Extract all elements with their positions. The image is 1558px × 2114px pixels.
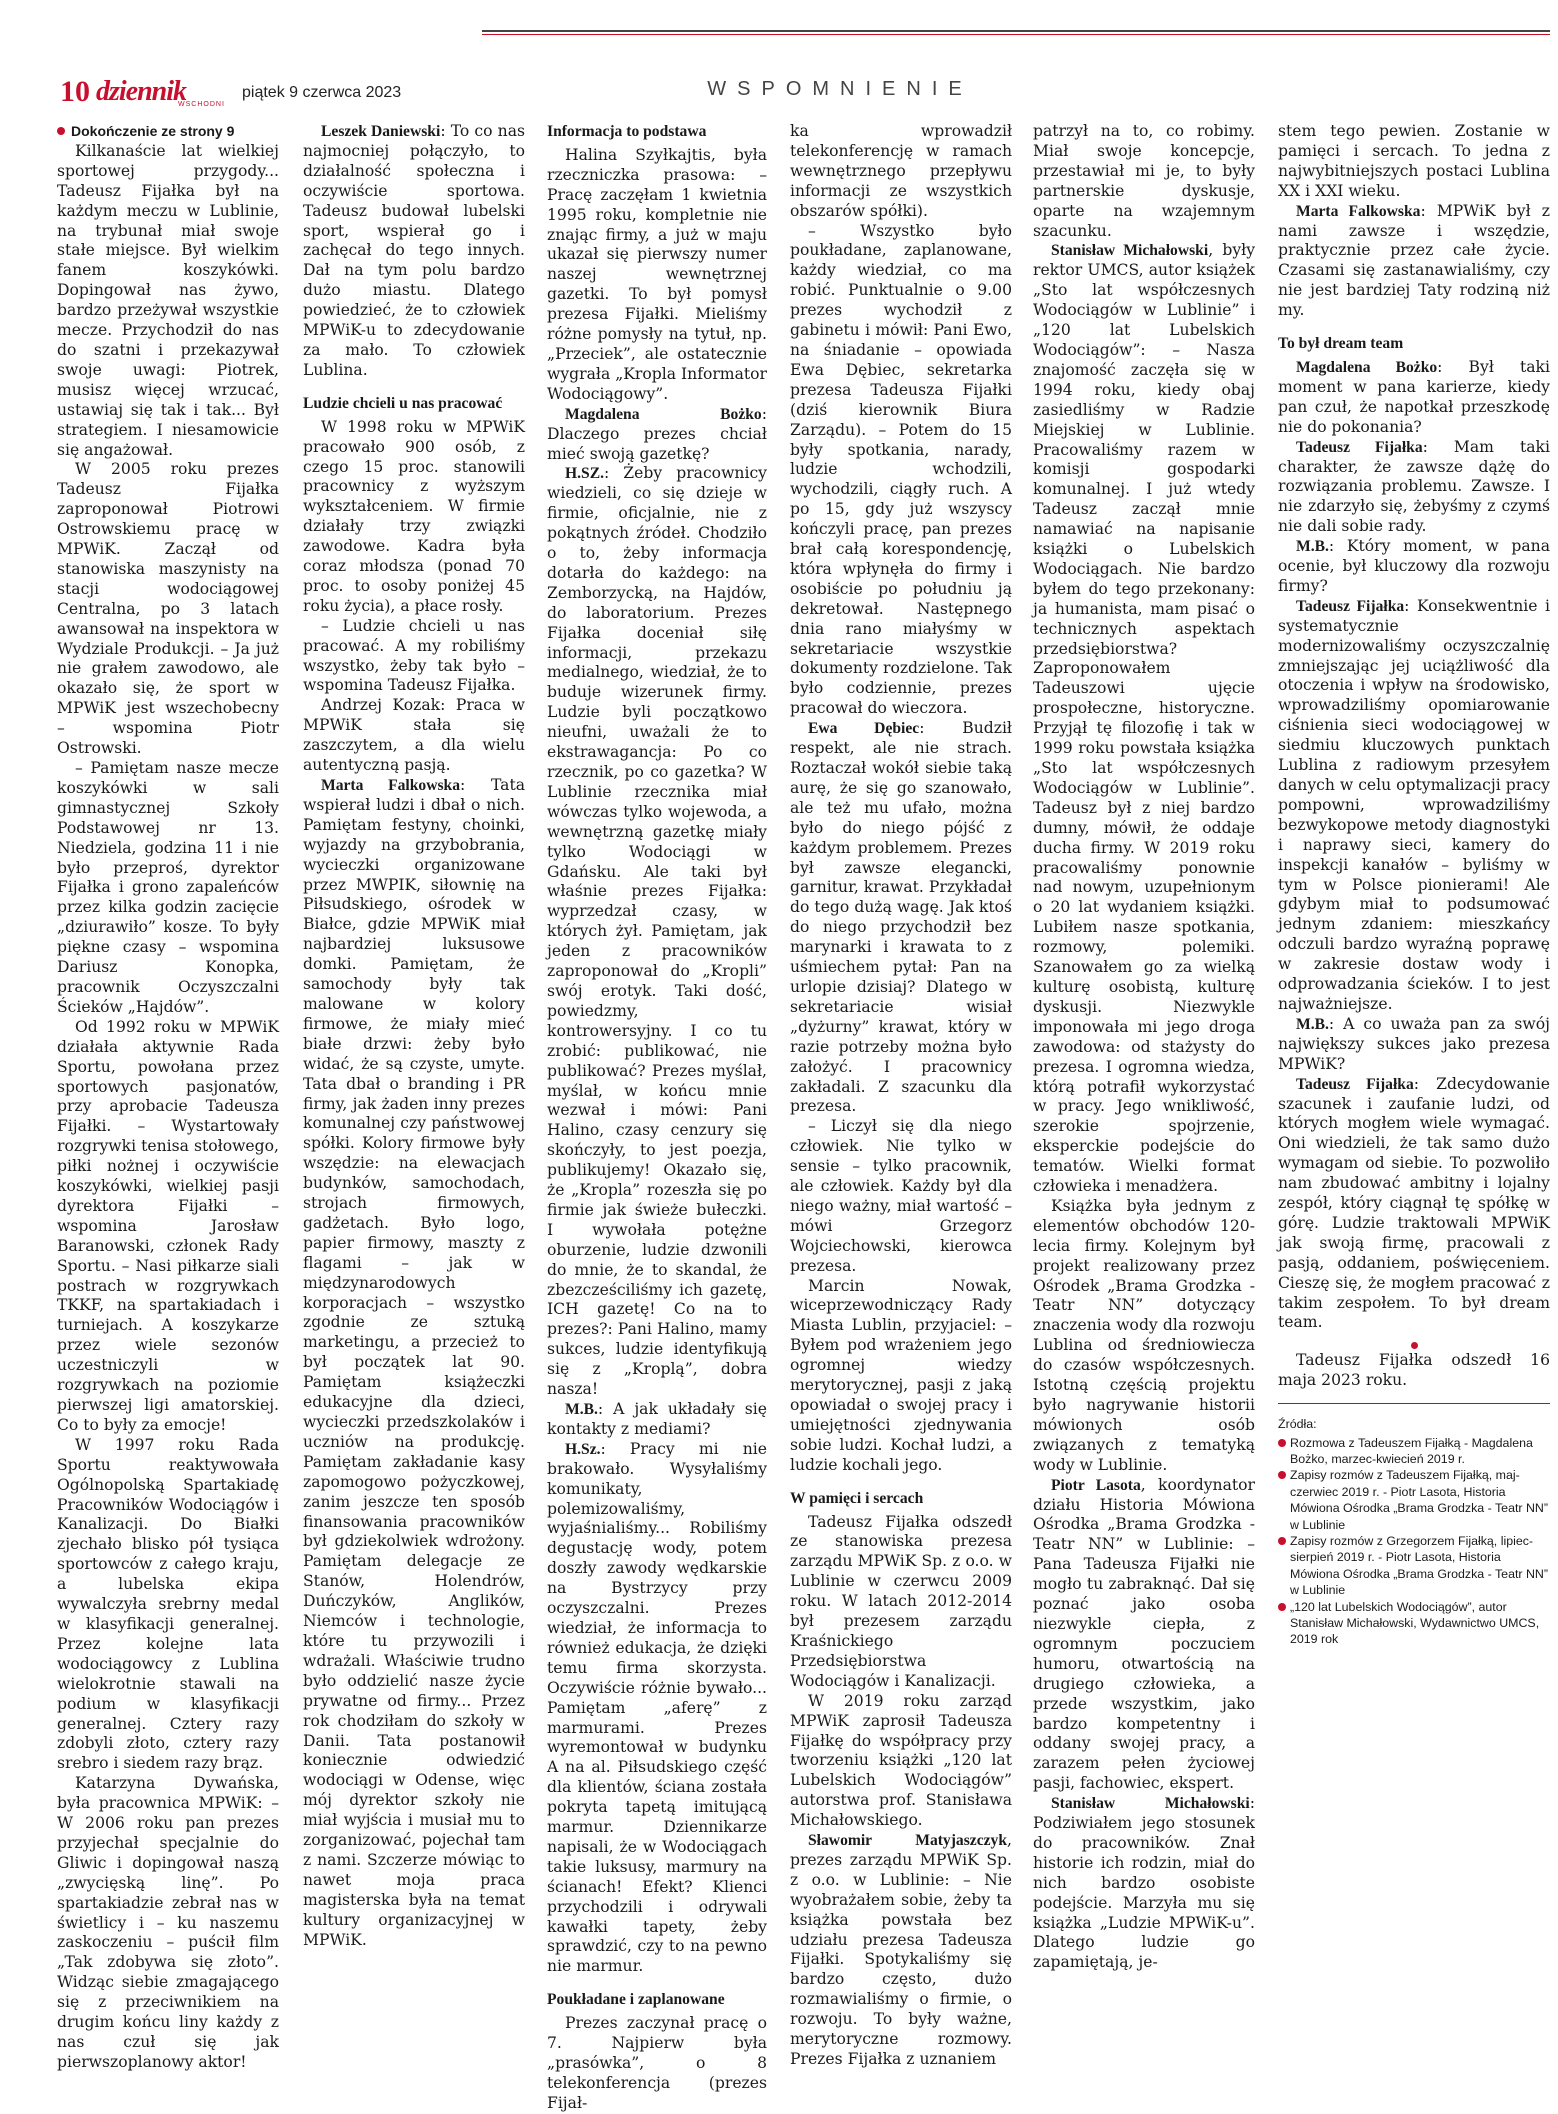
- paragraph: stem tego pewien. Zostanie w pamięci i sercach. To jedna z najwybitniejszych postaci Lublina XX i XXI wieku.: [1278, 122, 1550, 200]
- paragraph: M.B.: A jak układały się kontakty z mediami?: [547, 1400, 767, 1438]
- subheading: Informacja to podstawa: [547, 123, 707, 140]
- red-dot-icon: [1411, 1342, 1418, 1349]
- speaker-name: Tadeusz Fijałka: [1296, 1075, 1414, 1093]
- paragraph: ka wprowadził telekonferencję w ramach wewnętrznego przepływu informacji ze wszystkich obszarów spółki).: [790, 122, 1012, 220]
- paragraph: Tadeusz Fijałka odszedł ze stanowiska prezesa zarządu MPWiK Sp. z o.o. w Lublinie w czerwcu 2009 roku. W latach 2012-2014 był prezesem zarządu Kraśnickiego Przedsiębiorstwa Wodociągów i Kanalizacji.: [790, 1512, 1012, 1690]
- newspaper-logo: dziennik: [96, 76, 187, 107]
- paragraph: Tadeusz Fijałka: Konsekwentnie i systematycznie modernizowaliśmy oczyszczalnię zmniejszając jej uciążliwość dla otoczenia i wpływ na środowisko, wprowadziliśmy opomiarowanie ciśnienia sieci wodociągowej w siedmiu kluczowych punktach Lublina z radiowym przesyłem danych w celu optymalizacji pracy pompowni, wprowadziliśmy bezwykopowe metody diagnostyki i naprawy sieci, kamery do inspekcji kanałów – byliśmy w tym w Polsce pionierami! Ale gdybym miał to podsumować jednym zdaniem: mieszkańcy odczuli bardzo wyraźną poprawę w zakresie dostaw wody i odprowadzania ścieków. I to jest najważniejsze.: [1278, 596, 1550, 1013]
- speaker-name: Tadeusz Fijałka: [1296, 438, 1423, 456]
- paragraph: W 1998 roku w MPWiK pracowało 900 osób, z czego 15 proc. stanowili pracownicy z wyższym wykształceniem. W firmie działały trzy związki zawodowe. Kadra była coraz młodsza (ponad 70 proc. to osoby poniżej 45 roku życia), a płace rosły.: [303, 417, 525, 615]
- speaker-name: Ewa Dębiec: [808, 720, 920, 738]
- red-bullet-icon: [1278, 1603, 1286, 1611]
- paragraph: Tadeusz Fijałka: Zdecydowanie szacunek i zaufanie ludzi, od których mogłem wiele wymagać. Oni wiedzieli, że tak samo dużo wymagam od siebie. To pozwoliło nam zbudować ambitny i lojalny zespół, który ciągnął tę spółkę w górę. Ludzie traktowali MPWiK jak swoją firmę, pracowali z pasją, oddaniem, poświęceniem. Cieszę się, że mogłem pracować z takim zespołem. To był dream team.: [1278, 1074, 1550, 1332]
- paragraph: W 1997 roku Rada Sportu reaktywowała Ogólnopolską Spartakiadę Pracowników Wodociągów i Kanalizacji. Do Białki zjechało blisko pół tysiąca sportowców z całego kraju, a lubelska ekipa wywalczyła srebrny medal w klasyfikacji generalnej. Przez kolejne lata wodociągowcy z Lublina wielokrotnie stawali na podium w klasyfikacji generalnej. Cztery razy zdobyli złoto, cztery razy srebro i siedem razy brąz.: [57, 1435, 279, 1773]
- paragraph: Stanisław Michałowski: Podziwiałem jego stosunek do pracowników. Znał historie ich rodzin, miał do nich bardzo osobiste podejście. Marzyła mu się książka „Ludzie MPWiK-u”. Dlatego ludzie go zapamiętają, je-: [1033, 1794, 1255, 1972]
- sources-title: Źródła:: [1278, 1417, 1317, 1432]
- source-item: Zapisy rozmów z Tadeuszem Fijałką, maj-czerwiec 2019 r. - Piotr Lasota, Historia Mówiona Ośrodka „Brama Grodzka - Teatr NN” w Lublinie: [1278, 1467, 1550, 1533]
- article-column-2: [303, 122, 526, 1949]
- paragraph: patrzył na to, co robimy. Miał swoje koncepcje, przestawiał mi je, to były partnerskie dyskusje, oparte na wzajemnym szacunku.: [1033, 122, 1255, 240]
- source-item: Rozmowa z Tadeuszem Fijałką - Magdalena Bożko, marzec-kwiecień 2019 r.: [1278, 1435, 1550, 1468]
- speaker-name: Stanisław Michałowski: [1051, 242, 1209, 260]
- paragraph: Marta Falkowska: Tata wspierał ludzi i dbał o nich. Pamiętam festyny, choinki, wyjazdy na grzybobrania, wycieczki organizowane przez MWPIK, siłownię na Piłsudskiego, ośrodek w Białce, gdzie MPWiK miał najbardziej luksusowe domki. Pamiętam, że samochody były tak malowane w kolory firmowe, że miały mieć białe drzwi: żeby było widać, że są czyste, umyte. Tata dbał o branding i PR firmy, jak żaden inny prezes komunalnej czy państwowej spółki. Kolory firmowe były wszędzie: na elewacjach budynków, samochodach, strojach firmowych, gadżetach. Było logo, papier firmowy, maszty z flagami – jak w międzynarodowych korporacjach – wszystko zgodnie ze sztuką marketingu, a przecież to był początek lat 90. Pamiętam książeczki edukacyjne dla dzieci, wycieczki przedszkolaków i uczniów na produkcję. Pamiętam zakładanie kasy zapomogowo pożyczkowej, zanim jeszcze ten sposób finansowania pracowników był gdziekolwiek wdrożony. Pamiętam delegacje ze Stanów, Holendrów, Duńczyków, Anglików, Niemców i technologie, które tu przywozili i wdrażali. Właściwie trudno było oddzielić nasze życie prywatne od firmy... Przez rok chodziłam do szkoły w Danii. Tata postanowił koniecznie odwiedzić wodociągi w Odense, więc mój dyrektor szkoły nie miał wyjścia i musiał mu to zorganizować, pojechał tam z nami. Szczerze mówiąc to nawet moja praca magisterska była na temat kultury organizacyjnej w MPWiK.: [303, 776, 526, 1949]
- paragraph: – Pamiętam nasze mecze koszykówki w sali gimnastycznej Szkoły Podstawowej nr 13. Niedziela, godzina 11 i nie było przeproś, dyrektor Fijałka i grono zapaleńców przez kilka godzin zacięcie „dziurawiło” kosze. To były piękne czasy – wspomina Dariusz Konopka, pracownik Oczyszczalni Ścieków „Hajdów”.: [57, 759, 279, 1016]
- source-item: „120 lat Lubelskich Wodociągów”, autor Stanisław Michałowski, Wydawnictwo UMCS, 2019 rok: [1278, 1599, 1550, 1648]
- paragraph: Książka była jednym z elementów obchodów 120-lecia firmy. Kolejnym był projekt realizowany przez Ośrodek „Brama Grodzka - Teatr NN” dotyczący znaczenia wody dla rozwoju Lublina od średniowiecza do czasów współczesnych. Istotną częścią projektu było nagrywanie historii mówionych osób związanych z tematyką wody w Lublinie.: [1033, 1196, 1255, 1474]
- sources-box: [1278, 1416, 1550, 1648]
- paragraph: Leszek Daniewski: To co nas najmocniej połączyło, to działalność społeczna i oczywiście sportowa. Tadeusz budował lubelski sport, wspierał go i zachęcał do tego innych. Dał na tym polu bardzo dużo miastu. Dlatego powiedzieć, że to człowiek MPWiK-u to zdecydowanie za mało. To człowiek Lublina.: [303, 122, 526, 379]
- paragraph: Od 1992 roku w MPWiK działała aktywnie Rada Sportu, powołana przez sportowych pasjonatów, przy aprobacie Tadeusza Fijałki. – Wystartowały rozgrywki tenisa stołowego, piłki nożnej i oczywiście koszykówki, wielkiej pasji dyrektora Fijałki – wspomina Jarosław Baranowski, członek Rady Sportu. – Nasi piłkarze siali postrach w rozgrywkach TKKF, na spartakiadach i turniejach. A koszykarze przez wiele sezonów uczestniczyli w rozgrywkach na poziomie pierwszej ligi amatorskiej. Co to były za emocje!: [57, 1017, 279, 1434]
- paragraph: M.B.: A co uważa pan za swój największy sukces jako prezesa MPWiK?: [1278, 1014, 1550, 1073]
- header-rule: [482, 30, 1550, 32]
- page-header: [60, 76, 1550, 112]
- speaker-name: H.SZ.: [565, 465, 604, 483]
- speaker-name: Magdalena Bożko: [1296, 358, 1438, 376]
- paragraph: H.Sz.: Pracy mi nie brakowało. Wysyłaliśmy komunikaty, polemizowaliśmy, wyjaśnialiśmy... Robiliśmy degustację wody, potem doszły zawody wędkarskie na Bystrzycy przy oczyszczalni. Prezes wiedział, że informacja to również edukacja, że dzięki temu firma skorzysta. Oczywiście różnie bywało... Pamiętam „aferę” z marmurami. Prezes wyremontował w budynku A na al. Piłsudskiego część dla klientów, ściana została pokryta tapetą imitującą marmur. Dziennikarze napisali, że w Wodociągach takie luksusy, marmury na ścianach! Efekt? Klienci przychodzili i odrywali kawałki tapety, żeby sprawdzić, czy to na pewno nie marmur.: [547, 1439, 767, 1976]
- paragraph: W 2019 roku zarząd MPWiK zaprosił Tadeusza Fijałkę do współpracy przy tworzeniu książki „120 lat Lubelskich Wodociągów” autorstwa prof. Stanisława Michałowskiego.: [790, 1691, 1012, 1830]
- paragraph: Marcin Nowak, wiceprzewodniczący Rady Miasta Lublin, przyjaciel: – Byłem pod wrażeniem jego ogromnej wiedzy merytorycznej, pasji z jaką opowiadał o swojej pracy i umiejętności zjednywania sobie ludzi. Kochał ludzi, a ludzie kochali jego.: [790, 1276, 1012, 1474]
- subheading: To był dream team: [1278, 335, 1404, 353]
- speaker-name: Tadeusz Fijałka: [1296, 597, 1405, 615]
- issue-date: piątek 9 czerwca 2023: [242, 84, 402, 101]
- paragraph: Piotr Lasota, koordynator działu Historia Mówiona Ośrodka „Brama Grodzka - Teatr NN” w Lublinie: – Pana Tadeusza Fijałki nie mogło tu zabraknąć. Dał się poznać jako osoba niezwykle ciepła, z ogromnym poczuciem humoru, otwartością na drugiego człowieka, a przede wszystkim, jako bardzo kompetentny i oddany swojej pracy, a zarazem pełen życiowej pasji, fachowiec, ekspert.: [1033, 1475, 1255, 1793]
- speaker-name: Magdalena Bożko: [565, 405, 762, 423]
- paragraph: H.SZ.: Żeby pracownicy wiedzieli, co się dzieje w firmie, oficjalnie, nie z pokątnych źródeł. Chodziło o to, żeby informacja dotarła do każdego: na Zemborzycką, na Hajdów, do laboratorium. Prezes Fijałka doceniał siłę informacji, przekazu medialnego, wiedział, że to buduje wizerunek firmy. Ludzie byli początkowo nieufni, uważali że to ekstrawagancja: Po co rzecznik, po co gazetka? W Lublinie rzecznika miał wówczas tylko wojewoda, a wewnętrzną gazetkę miały tylko Wodociągi w Gdańsku. Ale taki był właśnie prezes Fijałka: wyprzedzał czasy, w których żył. Pamiętam, jak jeden z pracowników zaproponował do „Kropli” swój erotyk. Taki dość, powiedzmy, kontrowersyjny. I co tu zrobić: publikować, nie publikować? Prezes myślał, myślał, w końcu mnie wezwał i mówi: Pani Halino, czasy cenzury się skończyły, to jest poezja, publikujemy! Okazało się, że „Kropla” rozeszła się po firmie jak świeże bułeczki. I wywołała potężne oburzenie, ludzie dzwonili do mnie, że to skandal, że zbezcześciliśmy ich gazetę, ICH gazetę! Co na to prezes?: Pani Halino, mamy sukces, ludzie identyfikują się z „Kroplą”, dobra nasza!: [547, 464, 767, 1399]
- red-bullet-icon: [1278, 1471, 1286, 1479]
- newspaper-logo-subtitle: WSCHODNI: [178, 101, 225, 108]
- red-dot-icon: [57, 127, 65, 135]
- page-number: 10: [60, 75, 90, 108]
- article-end-mark: [1278, 1335, 1550, 1347]
- article-column-4: [790, 122, 1012, 2068]
- sources-divider: [1278, 1403, 1550, 1404]
- paragraph: Tadeusz Fijałka: Mam taki charakter, że zawsze dążę do rozwiązania problemu. Zawsze. I nie zdarzyło się, żebyśmy z czymś nie dali sobie rady.: [1278, 437, 1550, 536]
- speaker-name: M.B.: [565, 1401, 598, 1418]
- paragraph: Magdalena Bożko: Dlaczego prezes chciał mieć swoją gazetkę?: [547, 404, 767, 463]
- red-bullet-icon: [1278, 1537, 1286, 1545]
- subheading: Ludzie chcieli u nas pracować: [303, 394, 503, 412]
- red-bullet-icon: [1278, 1439, 1286, 1447]
- paragraph: Andrzej Kozak: Praca w MPWiK stała się zaszczytem, a dla wielu autentyczną pasją.: [303, 696, 525, 775]
- speaker-name: H.Sz.: [565, 1440, 601, 1458]
- paragraph: Magdalena Bożko: Był taki moment w pana karierze, kiedy pan czuł, że napotkał przeszkodę nie do pokonania?: [1278, 357, 1550, 436]
- closing-note: Tadeusz Fijałka odszedł 16 maja 2023 roku.: [1278, 1351, 1550, 1390]
- speaker-name: Leszek Daniewski: [321, 123, 441, 140]
- source-item: Zapisy rozmów z Grzegorzem Fijałką, lipiec-sierpień 2019 r. - Piotr Lasota, Historia Mówiona Ośrodka „Brama Grodzka - Teatr NN” w Lublinie: [1278, 1533, 1550, 1599]
- section-label: WSPOMNIENIE: [707, 78, 973, 100]
- paragraph: W 2005 roku prezes Tadeusz Fijałka zaproponował Piotrowi Ostrowskiemu pracę w MPWiK. Zaczął od stanowiska maszynisty na stacji wodociągowej Centralna, po 3 latach awansował na inspektora w Wydziale Produkcji. – Ja już nie grałem zawodowo, ale okazało się, że sport w MPWiK jest wszechobecny – wspomina Piotr Ostrowski.: [57, 460, 279, 758]
- subheading: Poukładane i zaplanowane: [547, 1991, 725, 2009]
- speaker-name: Stanisław Michałowski: [1051, 1795, 1250, 1813]
- paragraph: Stanisław Michałowski, były rektor UMCS, autor książek „Sto lat współczesnych Wodociągów w Lublinie” i „120 lat Lubelskich Wodociągów”: – Nasza znajomość zaczęła się w 1994 roku, kiedy obaj zasiedliśmy w Radzie Miejskiej w Lublinie. Pracowaliśmy razem w komisji gospodarki komunalnej. I już wtedy Tadeusz zaczął mnie namawiać na napisanie książki o Lubelskich Wodociągach. Nie bardzo byłem do tego przekonany: ja humanista, mam pisać o technicznych aspektach przedsiębiorstwa? Zaproponowałem Tadeuszowi ujęcie prospołeczne, historyczne. Przyjął tę filozofię i tak w 1999 roku powstała książka „Sto lat współczesnych Wodociągów w Lublinie”. Tadeusz był z niej bardzo dumny, mówił, że oddaje ducha firmy. W 2019 roku pracowaliśmy ponownie nad nowym, uzupełnionym o 20 lat wydaniem książki. Lubiłem nasze spotkania, rozmowy, polemiki. Szanowałem go za wielką kulturę osobistą, kulturę dyskusji. Niezwykle imponowała mi jego droga zawodowa: od stażysty do prezesa. I ogromna wiedza, którą potrafił wykorzystać w pracy. Jego wnikliwość, szerokie spojrzenie, eksperckie podejście do tematów. Wielki format człowieka i menadżera.: [1033, 241, 1256, 1196]
- paragraph: Marta Falkowska: MPWiK był z nami zawsze i wszędzie, praktycznie przez całe życie. Czasami się zastanawialiśmy, czy nie jest bardziej Taty rodziną niż my.: [1278, 201, 1551, 320]
- paragraph: – Ludzie chcieli u nas pracować. A my robiliśmy wszystko, żeby tak było – wspomina Tadeusz Fijałka.: [303, 616, 525, 695]
- paragraph: – Wszystko było poukładane, zaplanowane, każdy wiedział, co ma robić. Punktualnie o 9.00 prezes wychodził z gabinetu i mówił: Pani Ewo, na śniadanie – opowiada Ewa Dębiec, sekretarka prezesa Tadeusza Fijałki (dziś kierownik Biura Zarządu). – Potem do 15 były spotkania, narady, ludzie wchodzili, wychodzili, ciągły ruch. A po 15, gdy już wszyscy kończyli pracę, pan prezes brał całą korespondencję, która wpłynęła do firmy i osobiście po południu ją dekretował. Następnego dnia rano miałyśmy w sekretariacie wszystkie dokumenty rozdzielone. Tak było codziennie, prezes pracował do wieczora.: [790, 221, 1012, 718]
- paragraph: Kilkanaście lat wielkiej sportowej przygody... Tadeusz Fijałka był na każdym meczu w Lublinie, na trybunał miał swoje stałe miejsce. Był wielkim fanem koszykówki. Dopingował nas żywo, bardzo przeżywał wszystkie mecze. Przychodził do nas do szatni i przekazywał swoje uwagi: Piotrek, musisz więcej wrzucać, ustawiaj się tak i tak... Był strategiem. I niesamowicie się angażował.: [57, 141, 279, 459]
- article-column-5: [1033, 122, 1256, 1972]
- speaker-name: Piotr Lasota: [1051, 1476, 1141, 1494]
- header-rule-accent: [482, 34, 1550, 35]
- speaker-name: M.B.: [1296, 1015, 1329, 1033]
- article-column-6: [1278, 122, 1550, 1922]
- paragraph: Sławomir Matyjaszczyk, prezes zarządu MPWiK Sp. z o.o. w Lublinie: – Nie wyobrażałem sobie, żeby ta książka powstała bez udziału prezesa Tadeusza Fijałki. Spotykaliśmy się bardzo często, dużo rozmawialiśmy o firmie, o rozwoju. To były ważne, merytoryczne rozmowy. Prezes Fijałka z uznaniem: [790, 1831, 1012, 2068]
- continued-from-marker: Dokończenie ze strony 9: [57, 122, 279, 142]
- paragraph: Prezes zaczynał pracę o 7. Najpierw była „prasówka”, o 8 telekonferencja (prezes Fijał-: [547, 2014, 767, 2112]
- paragraph: Halina Szyłkajtis, była rzeczniczka prasowa: – Pracę zaczęłam 1 kwietnia 1995 roku, kompletnie nie znając firmy, a już w maju ukazał się pierwszy numer naszej wewnętrznej gazetki. To był pomysł prezesa Fijałki. Mieliśmy różne pomysły na tytuł, np. „Przeciek”, ale ostatecznie wygrała „Kropla Informator Wodociągowy”.: [547, 145, 768, 403]
- article-column-3: [547, 122, 768, 2112]
- paragraph: Katarzyna Dywańska, była pracownica MPWiK: – W 2006 roku pan prezes przyjechał specjalnie do Gliwic i dopingował naszą „zwycięską linę”. Po spartakiadzie zebrał nas w świetlicy i – ku naszemu zaskoczeniu – puścił film „Tak zdobywa się złoto”. Widząc siebie zmagającego się z przeciwnikiem na drugim końcu liny każdy z nas czuł się jak pierwszoplanowy aktor!: [57, 1774, 279, 2071]
- speaker-name: Sławomir Matyjaszczyk: [808, 1832, 1008, 1850]
- paragraph: – Liczył się dla niego człowiek. Nie tylko w sensie – tylko pracownik, ale człowiek. Każdy był dla niego ważny, miał wartość – mówi Grzegorz Wojciechowski, kierowca prezesa.: [790, 1117, 1012, 1275]
- speaker-name: Marta Falkowska: [1296, 202, 1421, 220]
- speaker-name: Marta Falkowska: [321, 777, 460, 794]
- subheading: W pamięci i sercach: [790, 1489, 924, 1507]
- speaker-name: M.B.: [1296, 538, 1329, 556]
- paragraph: M.B.: Który moment, w pana ocenie, był kluczowy dla rozwoju firmy?: [1278, 537, 1550, 595]
- article-column-1: [57, 122, 279, 2071]
- paragraph: Ewa Dębiec: Budził respekt, ale nie strach. Roztaczał wokół siebie taką aurę, że się go szanowało, ale też mu ufało, można było do niego pójść z każdym problemem. Prezes był zawsze elegancki, garnitur, krawat. Przykładał do tego dużą wagę. Jak ktoś do niego przychodził bez marynarki i krawata to z uśmiechem pytał: Pan na urlopie dzisiaj? Dlatego w sekretariacie wisiał „dyżurny” krawat, który w razie potrzeby można było założyć. I pracownicy zakładali. Z szacunku dla prezesa.: [790, 719, 1012, 1116]
